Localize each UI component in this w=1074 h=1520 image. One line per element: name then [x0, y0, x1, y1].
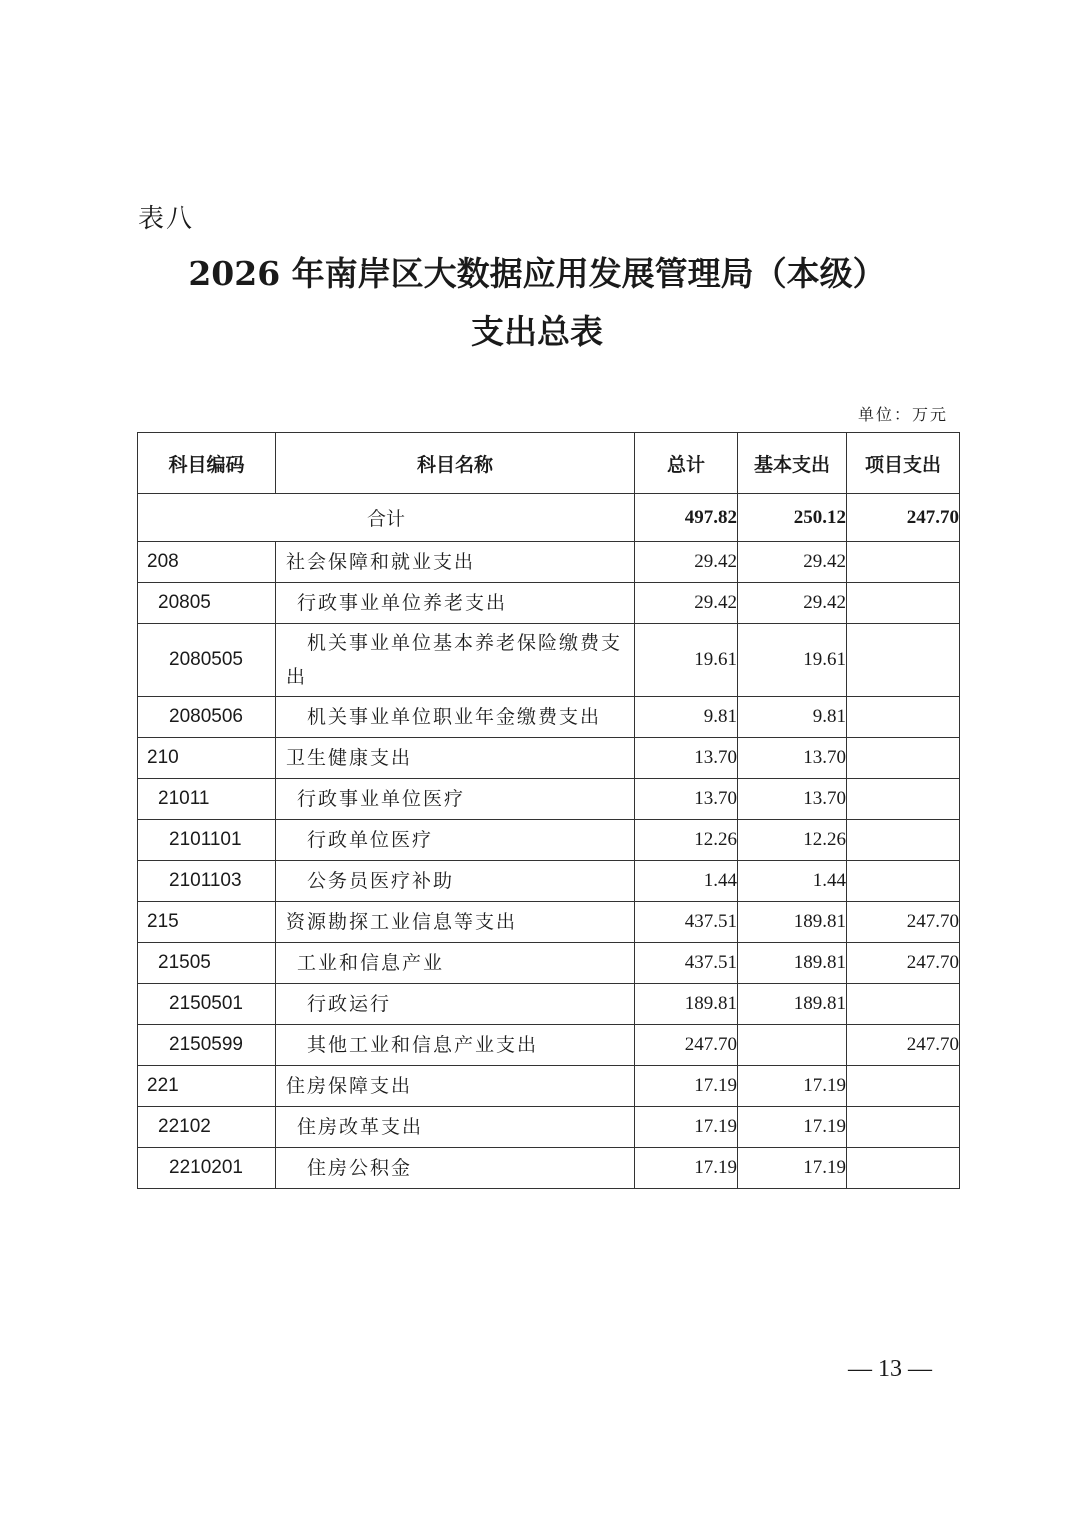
- row-project: 247.70: [847, 943, 960, 984]
- row-basic: 9.81: [738, 697, 847, 738]
- row-project: 247.70: [847, 1025, 960, 1066]
- table-row: [138, 984, 960, 1025]
- row-code: 2101103: [138, 861, 276, 902]
- row-name: 住房公积金: [276, 1148, 635, 1189]
- row-code: 208: [138, 542, 276, 583]
- row-basic: 29.42: [738, 542, 847, 583]
- page-number: — 13 —: [848, 1356, 932, 1382]
- table-row: [138, 624, 960, 697]
- row-name: 住房保障支出: [276, 1066, 635, 1107]
- total-project: 247.70: [847, 494, 960, 542]
- row-name: 机关事业单位职业年金缴费支出: [276, 697, 635, 738]
- row-code: 2150599: [138, 1025, 276, 1066]
- row-basic: 12.26: [738, 820, 847, 861]
- row-code: 2101101: [138, 820, 276, 861]
- row-total: 17.19: [635, 1066, 738, 1107]
- row-total: 247.70: [635, 1025, 738, 1066]
- row-name: 行政事业单位医疗: [276, 779, 635, 820]
- row-code: 2080506: [138, 697, 276, 738]
- row-total: 13.70: [635, 738, 738, 779]
- row-basic: 13.70: [738, 779, 847, 820]
- row-name: 行政事业单位养老支出: [276, 583, 635, 624]
- table-row: [138, 697, 960, 738]
- row-basic: 19.61: [738, 624, 847, 697]
- row-code: 2150501: [138, 984, 276, 1025]
- row-code: 215: [138, 902, 276, 943]
- table-label: 表八: [138, 204, 195, 234]
- row-code: 20805: [138, 583, 276, 624]
- row-project: [847, 820, 960, 861]
- row-code: 21505: [138, 943, 276, 984]
- table-header-row: [138, 433, 960, 494]
- row-basic: 29.42: [738, 583, 847, 624]
- row-total: 29.42: [635, 542, 738, 583]
- row-code: 2080505: [138, 624, 276, 697]
- row-name: 工业和信息产业: [276, 943, 635, 984]
- table-row: [138, 1025, 960, 1066]
- row-basic: 13.70: [738, 738, 847, 779]
- row-total: 437.51: [635, 943, 738, 984]
- total-total: 497.82: [635, 494, 738, 542]
- total-basic: 250.12: [738, 494, 847, 542]
- row-total: 17.19: [635, 1107, 738, 1148]
- row-name: 社会保障和就业支出: [276, 542, 635, 583]
- document-subtitle: 支出总表: [471, 312, 603, 351]
- row-project: [847, 1148, 960, 1189]
- row-total: 13.70: [635, 779, 738, 820]
- row-project: 247.70: [847, 902, 960, 943]
- row-name: 公务员医疗补助: [276, 861, 635, 902]
- row-basic: 17.19: [738, 1107, 847, 1148]
- header-name: 科目名称: [276, 433, 635, 494]
- row-basic: [738, 1025, 847, 1066]
- table-row: [138, 779, 960, 820]
- row-total: 12.26: [635, 820, 738, 861]
- document-title: 2026 年南岸区大数据应用发展管理局（本级）: [188, 254, 886, 293]
- row-project: [847, 779, 960, 820]
- row-basic: 189.81: [738, 902, 847, 943]
- table-row: [138, 902, 960, 943]
- row-basic: 189.81: [738, 984, 847, 1025]
- row-project: [847, 738, 960, 779]
- row-total: 189.81: [635, 984, 738, 1025]
- row-basic: 1.44: [738, 861, 847, 902]
- row-project: [847, 1066, 960, 1107]
- row-code: 210: [138, 738, 276, 779]
- row-project: [847, 984, 960, 1025]
- row-name: 住房改革支出: [276, 1107, 635, 1148]
- row-name: 行政运行: [276, 984, 635, 1025]
- header-basic: 基本支出: [738, 433, 847, 494]
- row-project: [847, 1107, 960, 1148]
- row-name: 资源勘探工业信息等支出: [276, 902, 635, 943]
- row-total: 29.42: [635, 583, 738, 624]
- row-basic: 189.81: [738, 943, 847, 984]
- unit-label: 单位：万元: [857, 405, 948, 424]
- header-total: 总计: [635, 433, 738, 494]
- row-project: [847, 861, 960, 902]
- row-name: 卫生健康支出: [276, 738, 635, 779]
- table-row: [138, 583, 960, 624]
- table-row: [138, 1148, 960, 1189]
- table-row: [138, 1107, 960, 1148]
- row-total: 9.81: [635, 697, 738, 738]
- table-row: [138, 861, 960, 902]
- table-row: [138, 1066, 960, 1107]
- header-code: 科目编码: [138, 433, 276, 494]
- row-total: 19.61: [635, 624, 738, 697]
- row-name: 其他工业和信息产业支出: [276, 1025, 635, 1066]
- table-row: [138, 820, 960, 861]
- header-project: 项目支出: [847, 433, 960, 494]
- row-code: 221: [138, 1066, 276, 1107]
- row-code: 21011: [138, 779, 276, 820]
- row-total: 17.19: [635, 1148, 738, 1189]
- row-basic: 17.19: [738, 1066, 847, 1107]
- row-project: [847, 542, 960, 583]
- row-project: [847, 624, 960, 697]
- expenditure-table: [137, 432, 960, 1189]
- total-row: [138, 494, 960, 542]
- table-row: [138, 542, 960, 583]
- row-total: 1.44: [635, 861, 738, 902]
- row-total: 437.51: [635, 902, 738, 943]
- row-code: 22102: [138, 1107, 276, 1148]
- row-project: [847, 583, 960, 624]
- table-row: [138, 943, 960, 984]
- row-name: 行政单位医疗: [276, 820, 635, 861]
- table-row: [138, 738, 960, 779]
- row-code: 2210201: [138, 1148, 276, 1189]
- row-project: [847, 697, 960, 738]
- row-basic: 17.19: [738, 1148, 847, 1189]
- total-label: 合计: [138, 494, 635, 542]
- row-name: 机关事业单位基本养老保险缴费支出: [276, 624, 635, 697]
